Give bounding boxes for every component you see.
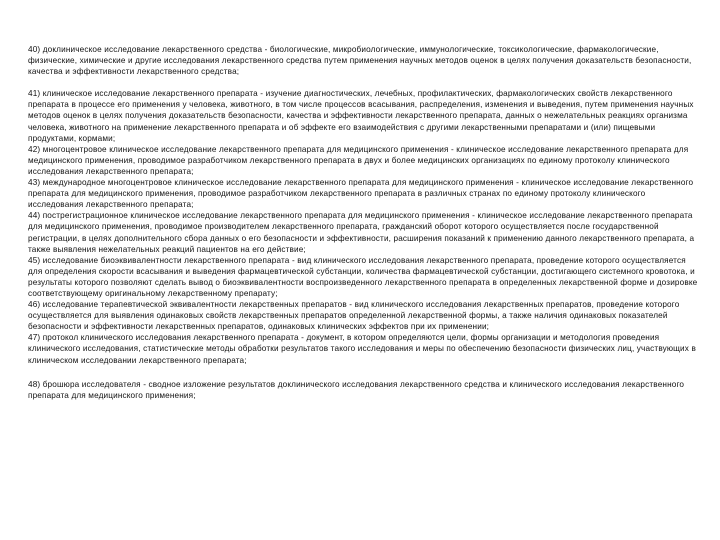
paragraph-48: 48) брошюра исследователя - сводное изложение результатов доклинического исследования лекарственного средства и клинического исследования лекарственного препарата для медицинского применения; xyxy=(28,379,685,400)
paragraph-42: 42) многоцентровое клиническое исследование лекарственного препарата для медицинского применения - клиническое исследование лекарственного препарата для медицинского применения, проводимое разработчиком лекарственного препарата в двух и более медицинских организациях по единому протоколу клинического исследования лекарственного препарата; xyxy=(28,144,689,176)
paragraph-43: 43) международное многоцентровое клиническое исследование лекарственного препарата для медицинского применения - клиническое исследование лекарственного препарата для медицинского применения, проводимое разработчиком лекарственного препарата в различных странах по единому протоколу клинического исследования лекарственного препарата; xyxy=(28,178,694,210)
paragraph-45: 45) исследование биоэквивалентности лекарственного препарата - вид клинического исследования лекарственного препарата, проведение которого осуществляется для определения скорости всасывания и выведения фармацевтической субстанции, количества фармацевтической субстанции, достигающего системного кровотока, и результаты которого позволяют сделать вывод о биоэквивалентности воспроизведенного лекарственного препарата в определенных лекарственной форме и дозировке соответствующему оригинальному лекарственному препарату; xyxy=(28,255,698,298)
paragraph-47: 47) протокол клинического исследования лекарственного препарата - документ, в котором определяются цели, формы организации и методология проведения клинического исследования, статистические методы обработки результатов такого исследования и меры по обеспечению безопасности физических лиц, участвующих в клиническом исследовании лекарственного препарата; xyxy=(28,333,696,365)
paragraph-40: 40) доклиническое исследование лекарственного средства - биологические, микробиологические, иммунологические, токсикологические, фармакологические, физические, химические и другие исследования лекарственного средства путем применения научных методов оценок в целях получения доказательств безопасности, качества и эффективности лекарственного средства; xyxy=(28,45,692,77)
document-body xyxy=(28,44,700,401)
paragraph-44: 44) пострегистрационное клиническое исследование лекарственного препарата для медицинского применения - клиническое исследование лекарственного препарата для медицинского применения, проводимое производителем лекарственного препарата, гражданский оборот которого осуществляется после государственной регистрации, в целях дополнительного сбора данных о его безопасности и эффективности, расширения показаний к применению данного лекарственного препарата, а также выявления нежелательных реакций пациентов на его действие; xyxy=(28,211,695,254)
paragraph-41: 41) клиническое исследование лекарственного препарата - изучение диагностических, лечебных, профилактических, фармакологических свойств лекарственного препарата в процессе его применения у человека, животного, в том числе процессов всасывания, распределения, изменения и выведения, путем применения научных методов оценок в целях получения доказательств безопасности, качества и эффективности лекарственного препарата, данных о нежелательных реакциях организма человека, животного на применение лекарственного препарата и об эффекте его взаимодействия с другими лекарственными препаратами и (или) пищевыми продуктами, кормами; xyxy=(28,89,694,143)
paragraph-46: 46) исследование терапевтической эквивалентности лекарственных препаратов - вид клинического исследования лекарственных препаратов, проведение которого осуществляется для выявления одинаковых свойств лекарственных препаратов определенной лекарственной формы, а также наличия одинаковых показателей безопасности и эффективности лекарственных препаратов, одинаковых клинических эффектов при их применении; xyxy=(28,300,680,332)
